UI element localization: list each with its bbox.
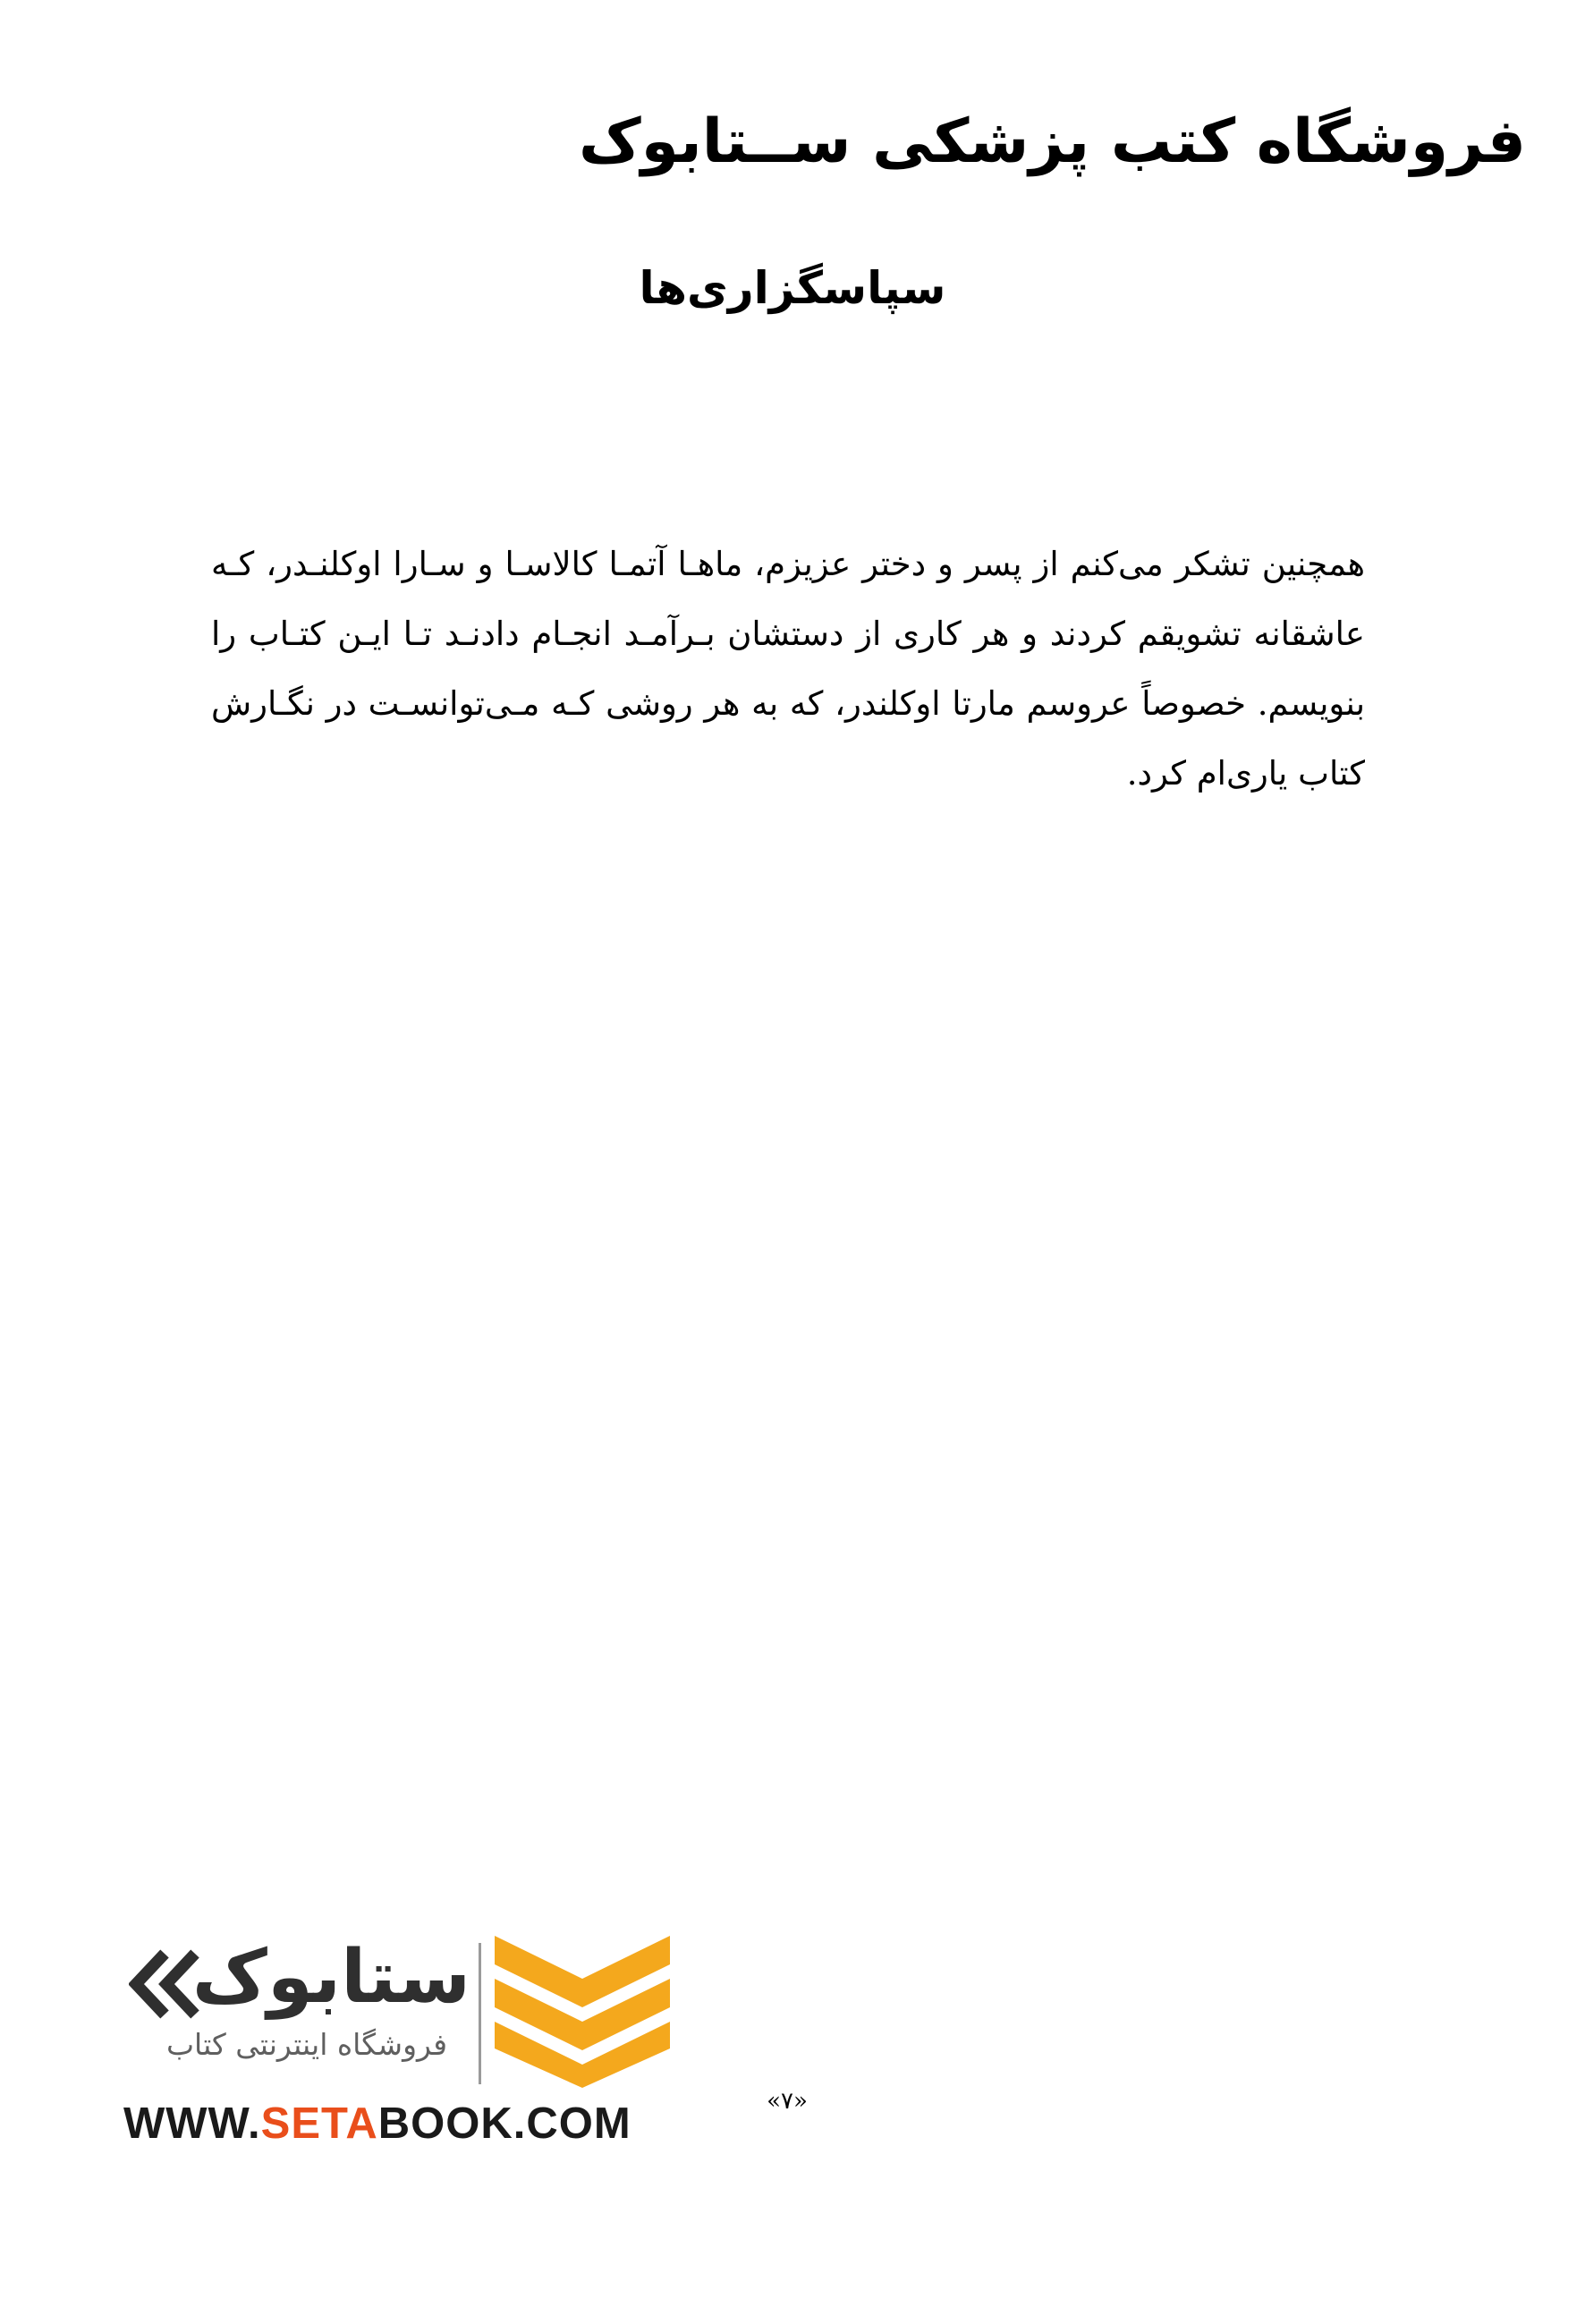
setabook-logo[interactable] [123, 1923, 678, 2156]
logo-tagline: فروشگاه اینترنتی کتاب [165, 2027, 448, 2062]
logo-divider [479, 1943, 481, 2084]
site-url-link[interactable] [123, 2099, 678, 2149]
page-number: «۷» [767, 2088, 808, 2115]
site-url-prefix: WWW. [123, 2099, 261, 2148]
double-chevron-left-icon [129, 1947, 202, 2022]
section-title: سپاسگزاری‌ها [639, 262, 946, 314]
body-paragraph: همچنین تشکر می‌کنم از پسر و دختر عزیزم، ماهـا آتمـا کالاسـا و سـارا اوکلنـدر، کـه عاشقانه تشویقم کردند و هر کاری از دستشان بـرآمـد انجـام دادنـد تـا ایـن کتـاب را بنویسم. خصوصاً عروسم مارتا اوکلندر، که به هر روشی کـه مـی‌توانسـت در نگـارش کتاب یاری‌ام کرد. [211, 545, 1365, 793]
site-url-accent: SETA [260, 2099, 378, 2148]
site-url-suffix: BOOK.COM [377, 2099, 631, 2148]
book-chevron-emblem-icon [495, 1936, 670, 2088]
header-title: فروشگاه کتب پزشکی ســتابوک [579, 106, 1526, 177]
logo-wordmark: ستابوک [191, 1935, 470, 2020]
